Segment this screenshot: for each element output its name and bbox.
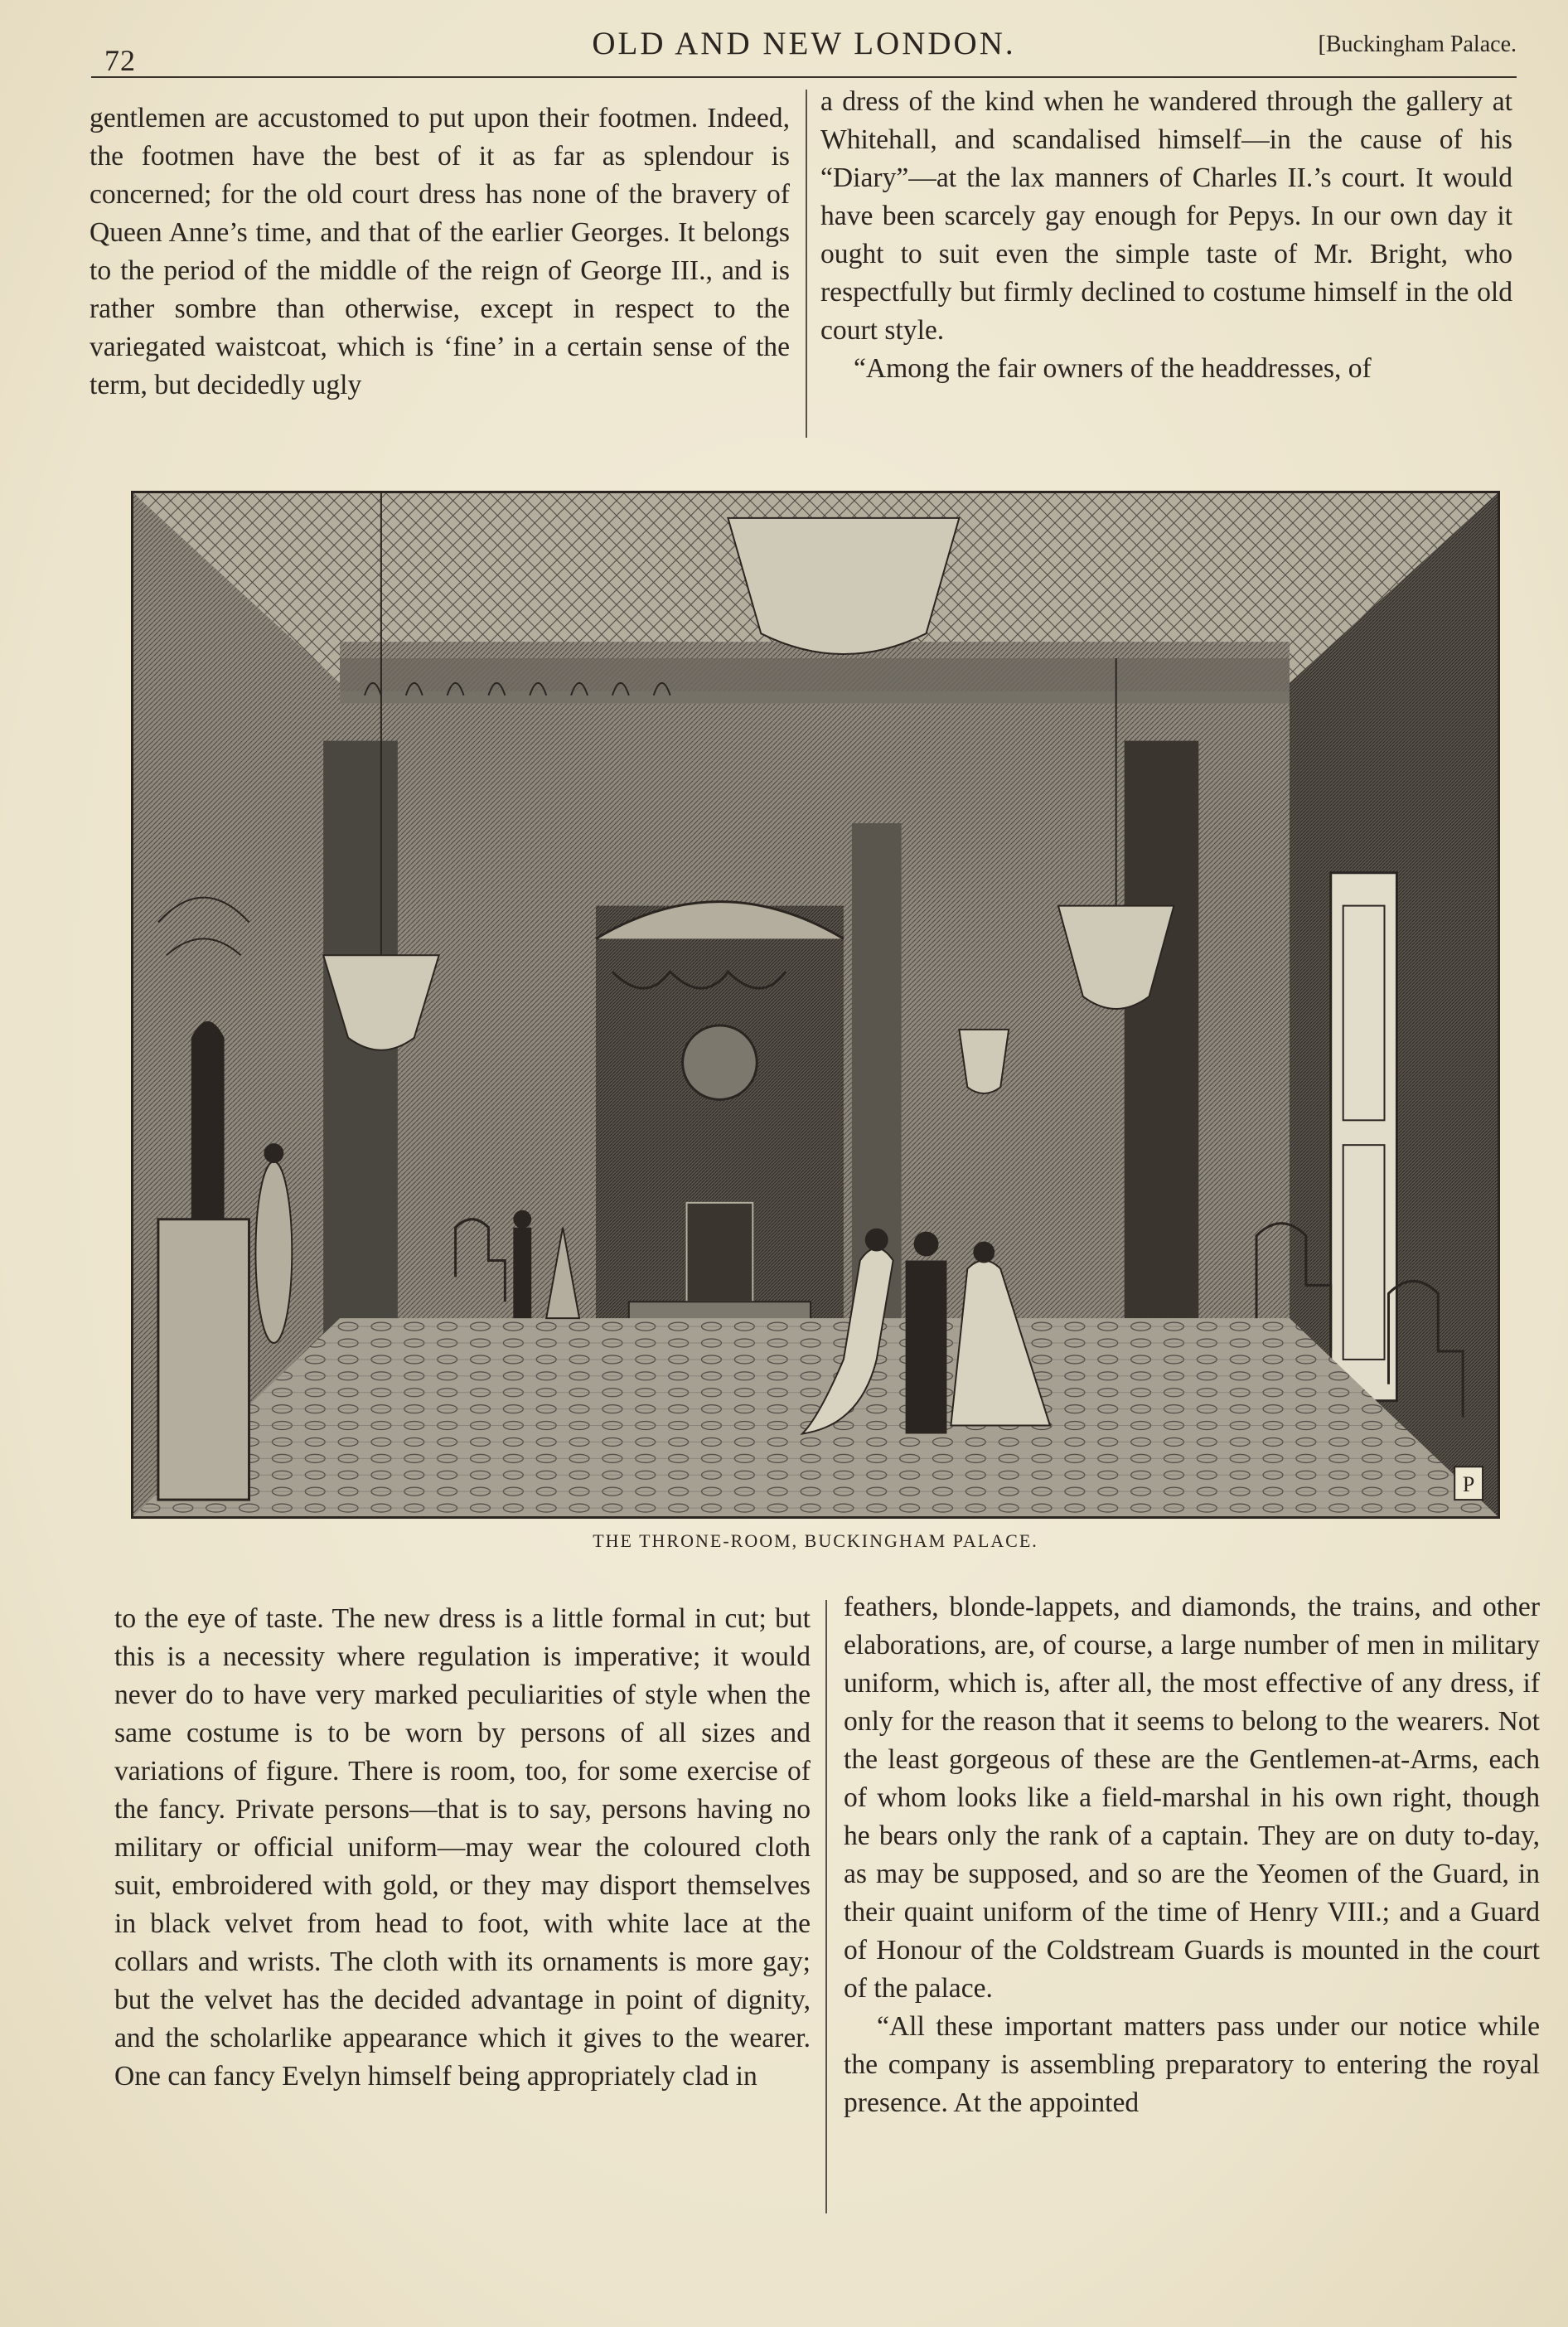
throne-room-engraving — [131, 491, 1500, 1519]
paragraph: “All these important matters pass under our notice while the company is assembling preparatory to entering the royal presence. At the appointed — [844, 2011, 1540, 2118]
text-column-bottom-left — [114, 1600, 811, 2096]
paragraph: gentlemen are accustomed to put upon their footmen. Indeed, the footmen have the best of it as far as splendour is concerned; for the old court dress has none of the bravery of Queen Anne’s time, and that of the earlier Georges. It belongs to the period of the middle of the reign of George III., and is rather sombre than otherwise, except in respect to the variegated waistcoat, which is ‘fine’ in a certain sense of the term, but decidedly ugly — [90, 103, 790, 400]
text-column-bottom-right — [844, 1588, 1540, 2122]
paragraph: to the eye of taste. The new dress is a little formal in cut; but this is a necessity where regulation is imperative; it would never do to have very marked peculiarities of style when the same costume is to be worn by persons of all sizes and variations of figure. There is room, too, for some exercise of the fancy. Private persons—that is to say, persons having no military or official uniform—may wear the coloured cloth suit, embroidered with gold, or they may disport themselves in black velvet from head to foot, with white lace at the collars and wrists. The cloth with its ornaments is more gay; but the velvet has the decided advantage in point of dignity, and the scholarlike appearance which it gives to the wearer. One can fancy Evelyn himself being appropriately clad in — [114, 1603, 811, 2092]
paragraph: feathers, blonde-lappets, and diamonds, the trains, and other elaborations, are, of course, a large number of men in military uniform, which is, after all, the most effective of any dress, if only for the reason that it seems to belong to the wearers. Not the least gorgeous of these are the Gentlemen-at-Arms, each of whom looks like a field-marshal in his own right, though he bears only the rank of a captain. They are on duty to-day, as may be supposed, and so are the Yeomen of the Guard, in their quaint uniform of the time of Henry VIII.; and a Guard of Honour of the Coldstream Guards is mounted in the court of the palace. — [844, 1592, 1540, 2004]
paragraph: a dress of the kind when he wandered through the gallery at Whitehall, and scandalised himself—in the cause of his “Diary”—at the lax manners of Charles II.’s court. It would have been scarcely gay enough for Pepys. In our own day it ought to suit even the simple taste of Mr. Bright, who respectfully but firmly declined to costume himself in the old court style. — [820, 86, 1512, 346]
running-title: OLD AND NEW LONDON. — [592, 26, 1016, 61]
engraving-illustration — [133, 493, 1498, 1516]
figure-caption: THE THRONE-ROOM, BUCKINGHAM PALACE. — [593, 1530, 1038, 1551]
text-column-top-left — [90, 99, 790, 405]
column-rule — [825, 1600, 827, 2213]
page-number: 72 — [104, 44, 136, 77]
section-tag: [Buckingham Palace. — [1318, 32, 1517, 57]
artist-monogram: P — [1462, 1472, 1475, 1497]
column-rule — [806, 90, 807, 438]
running-header — [91, 18, 1517, 78]
paragraph: “Among the fair owners of the headdresses, of — [854, 353, 1372, 384]
text-column-top-right — [820, 83, 1512, 388]
